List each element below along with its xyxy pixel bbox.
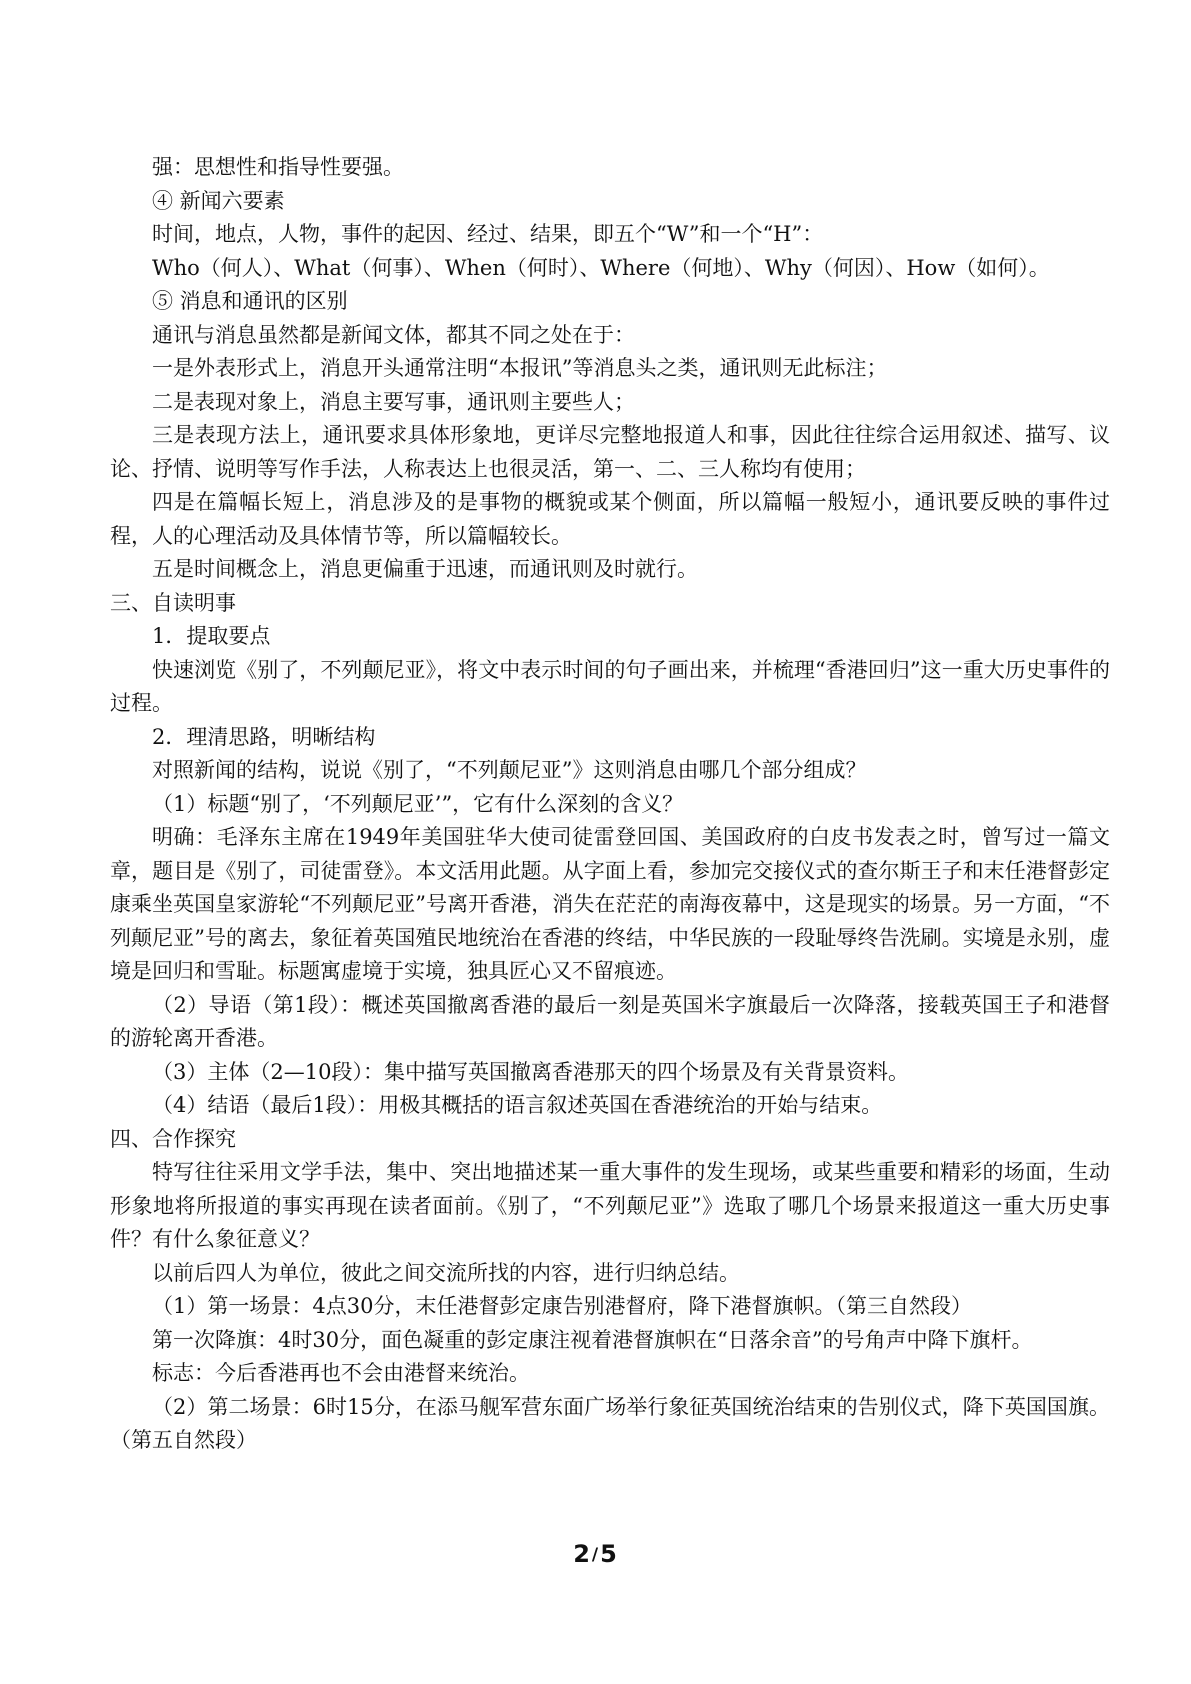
paragraph-26: 第一次降旗：4时30分，面色凝重的彭定康注视着港督旗帜在“日落余音”的号角声中降下旗杆。 xyxy=(152,1327,1033,1352)
paragraph-5: ⑤ 消息和通讯的区别 xyxy=(152,289,348,313)
paragraph-24: 以前后四人为单位，彼此之间交流所找的内容，进行归纳总结。 xyxy=(152,1260,740,1285)
paragraph-25: （1）第一场景：4点30分，末任港督彭定康告别港督府，降下港督旗帜。（第三自然段） xyxy=(152,1294,972,1318)
current-page: 2 xyxy=(573,1540,591,1568)
total-pages: 5 xyxy=(600,1540,618,1568)
paragraph-1: 强：思想性和指导性要强。 xyxy=(152,155,404,179)
paragraph-17: （1）标题“别了，‘不列颠尼亚’”，它有什么深刻的含义？ xyxy=(152,791,684,816)
paragraph-27: 标志：今后香港再也不会由港督来统治。 xyxy=(152,1361,530,1385)
paragraph-2: ④ 新闻六要素 xyxy=(152,188,285,213)
section-heading-4: 四、合作探究 xyxy=(110,1126,236,1151)
paragraph-6: 通讯与消息虽然都是新闻文体，都其不同之处在于： xyxy=(152,322,635,347)
paragraph-13: 1．提取要点 xyxy=(152,624,271,648)
paragraph-20: （3）主体（2—10段）：集中描写英国撤离香港那天的四个场景及有关背景资料。 xyxy=(152,1059,909,1084)
paragraph-14: 快速浏览《别了，不列颠尼亚》，将文中表示时间的句子画出来，并梳理“香港回归”这一重大历史事件的过程。 xyxy=(110,657,1110,715)
paragraph-10: 四是在篇幅长短上，消息涉及的是事物的概貌或某个侧面，所以篇幅一般短小，通讯要反映的事件过程，人的心理活动及具体情节等，所以篇幅较长。 xyxy=(110,490,1110,548)
paragraph-18: 明确：毛泽东主席在1949年美国驻华大使司徒雷登回国、美国政府的白皮书发表之时，曾写过一篇文章，题目是《别了，司徒雷登》。本文活用此题。从字面上看，参加完交接仪式的查尔斯王子和末任港督彭定康乘坐英国皇家游轮“不列颠尼亚”号离开香港，消失在茫茫的南海夜幕中，这是现实的场景。另一方面，“不列颠尼亚”号的离去，象征着英国殖民地统治在香港的终结，中华民族的一段耻辱终告洗刷。实境是永别，虚境是回归和雪耻。标题寓虚境于实境，独具匠心又不留痕迹。 xyxy=(110,825,1110,983)
page-number xyxy=(0,1540,1191,1568)
paragraph-9: 三是表现方法上，通讯要求具体形象地，更详尽完整地报道人和事，因此往往综合运用叙述、描写、议论、抒情、说明等写作手法，人称表达上也很灵活，第一、二、三人称均有使用； xyxy=(110,423,1110,481)
document-body xyxy=(110,151,1110,1458)
paragraph-28: （2）第二场景：6时15分，在添马舰军营东面广场举行象征英国统治结束的告别仪式，降下英国国旗。（第五自然段） xyxy=(110,1394,1110,1452)
page-separator: / xyxy=(591,1545,600,1565)
paragraph-3: 时间，地点，人物，事件的起因、经过、结果，即五个“W”和一个“H”： xyxy=(152,222,824,246)
paragraph-8: 二是表现对象上，消息主要写事，通讯则主要些人； xyxy=(152,389,635,414)
section-heading-3: 三、自读明事 xyxy=(110,590,236,615)
paragraph-16: 对照新闻的结构，说说《别了，“不列颠尼亚”》这则消息由哪几个部分组成？ xyxy=(152,758,867,782)
paragraph-15: 2．理清思路，明晰结构 xyxy=(152,724,376,749)
paragraph-19: （2）导语（第1段）：概述英国撤离香港的最后一刻是英国米字旗最后一次降落，接载英国王子和港督的游轮离开香港。 xyxy=(110,992,1110,1050)
paragraph-21: （4）结语（最后1段）：用极其概括的语言叙述英国在香港统治的开始与结束。 xyxy=(152,1093,883,1117)
paragraph-11: 五是时间概念上，消息更偏重于迅速，而通讯则及时就行。 xyxy=(152,557,698,581)
paragraph-23: 特写往往采用文学手法，集中、突出地描述某一重大事件的发生现场，或某些重要和精彩的场面，生动形象地将所报道的事实再现在读者面前。《别了，“不列颠尼亚”》选取了哪几个场景来报道这一重大历史事件？有什么象征意义？ xyxy=(110,1160,1110,1251)
paragraph-7: 一是外表形式上，消息开头通常注明“本报讯”等消息头之类，通讯则无此标注； xyxy=(152,356,888,380)
paragraph-4: Who（何人）、What（何事）、When（何时）、Where（何地）、Why（何因）、How（如何）。 xyxy=(152,255,1050,280)
